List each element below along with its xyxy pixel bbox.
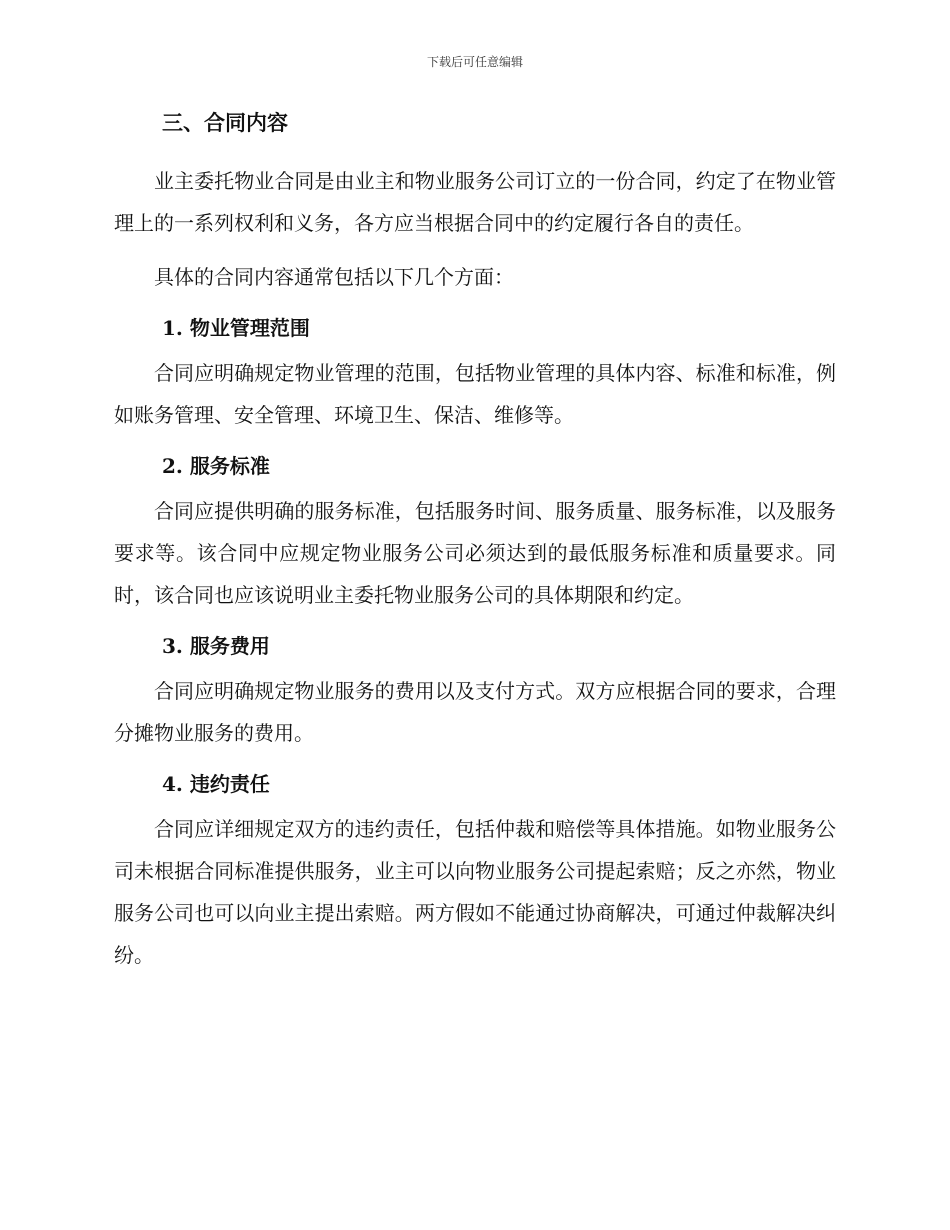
intro-paragraph: 业主委托物业合同是由业主和物业服务公司订立的一份合同，约定了在物业管理上的一系列权利和义务，各方应当根据合同中的约定履行各自的责任。 [114, 169, 836, 235]
item-paragraph: 合同应提供明确的服务标准，包括服务时间、服务质量、服务标准，以及服务要求等。该合同中应规定物业服务公司必须达到的最低服务标准和质量要求。同时，该合同也应该说明业主委托物业服务公司的具体期限和约定。 [114, 499, 836, 607]
section-title: 三、合同内容 [162, 110, 288, 135]
item-service-standard [114, 448, 836, 616]
document-body [114, 108, 836, 988]
item-breach-liability [114, 766, 836, 976]
item-paragraph: 合同应详细规定双方的违约责任，包括仲裁和赔偿等具体措施。如物业服务公司未根据合同标准提供服务，业主可以向物业服务公司提起索赔；反之亦然，物业服务公司也可以向业主提出索赔。两方假如不能通过协商解决，可通过仲裁解决纠纷。 [114, 817, 836, 967]
page-header-note: 下载后可任意编辑 [426, 55, 523, 69]
item-paragraph: 合同应明确规定物业管理的范围，包括物业管理的具体内容、标准和标准，例如账务管理、安全管理、环境卫生、保洁、维修等。 [114, 361, 836, 427]
item-heading: 1. 物业管理范围 [162, 316, 310, 340]
item-heading: 3. 服务费用 [162, 634, 270, 658]
item-paragraph: 合同应明确规定物业服务的费用以及支付方式。双方应根据合同的要求，合理分摊物业服务的费用。 [114, 679, 836, 745]
item-heading: 2. 服务标准 [162, 454, 270, 478]
item-service-fee [114, 628, 836, 754]
lead-paragraph: 具体的合同内容通常包括以下几个方面： [154, 265, 514, 289]
item-heading: 4. 违约责任 [162, 772, 270, 796]
item-management-scope [114, 310, 836, 436]
